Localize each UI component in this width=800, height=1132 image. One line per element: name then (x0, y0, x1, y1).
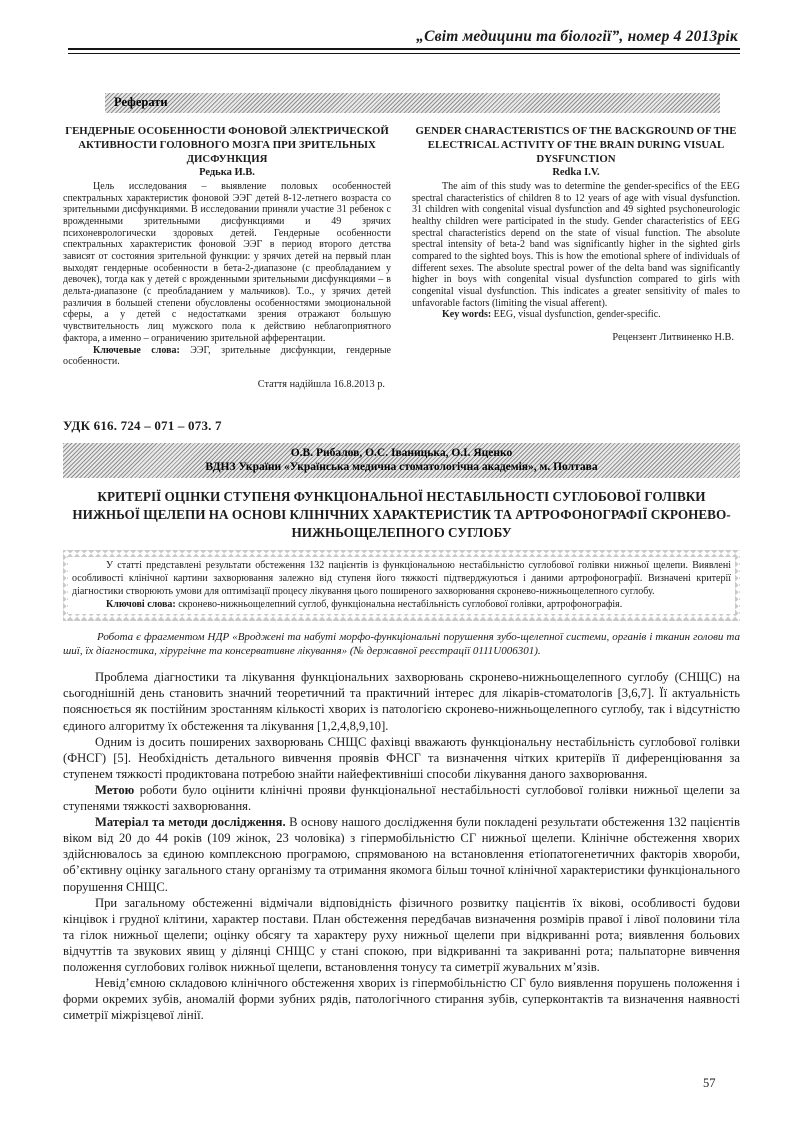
abstracts-columns (63, 124, 740, 391)
body-paragraph (63, 734, 740, 782)
paragraph-lead: Матеріал та методи дослідження. (95, 815, 286, 830)
page-header (63, 28, 740, 54)
header-rule-thin (68, 53, 740, 54)
referaty-section-bar (105, 93, 720, 113)
referaty-label: Реферати (114, 95, 168, 109)
abstract-ru-keywords (63, 345, 391, 368)
abstract-ru-body-text: Цель исследования – выявление половых особенностей спектральных характеристик фоновой ЭЭГ детей 8-12-летнего возраста со зрительными дисфункциями. В исследовании приняли участие 31 ребенок с врожденными зрительными дисфункциями и 49 зрячих психоневрологически здоровых детей. Гендерные особенности спектральных характеристик фоновой ЭЭГ в период второго детства зависят от состояния зрительной функции: у зрячих детей на первый план выходят гендерные особенности в бета-2-диапазоне (с преобладанием у девочек), тогда как у детей с врожденными зрительными дисфункциями – в дельта-диапазоне (с преобладанием у мальчиков). Т.о., у зрячих детей различия в большей степени обусловлены особенностями эмоциональной сферы, а у детей с недостатками зрения отражают большую чувствительность лиц мужского пола к действию неблагоприятного фактора, а именно – ограничению зрительной афферентации. (63, 180, 391, 344)
article-keywords (72, 598, 731, 611)
abstract-en-body (412, 181, 740, 310)
abstract-ru-body (63, 181, 391, 345)
body-paragraph (63, 814, 740, 895)
abstract-ru-title: ГЕНДЕРНЫЕ ОСОБЕННОСТИ ФОНОВОЙ ЭЛЕКТРИЧЕСКОЙ АКТИВНОСТИ ГОЛОВНОГО МОЗГА ПРИ ЗРИТЕЛЬНЫХ ДИСФУНКЦИЯ (65, 124, 389, 165)
abstract-ru-keywords-text: ЭЭГ, зрительные дисфункции, гендерные особенности. (63, 344, 391, 368)
paragraph-lead: Метою (95, 782, 135, 797)
body-paragraph (63, 975, 740, 1023)
page-number: 57 (703, 1076, 716, 1090)
article-title: КРИТЕРІЇ ОЦІНКИ СТУПЕНЯ ФУНКЦІОНАЛЬНОЇ НЕСТАБІЛЬНОСТІ СУГЛОБОВОЇ ГОЛІВКИ НИЖНЬОЇ ЩЕЛЕПИ НА ОСНОВІ КЛІНІЧНИХ ХАРАКТЕРИСТИК ТА АРТРОФОНОГРАФІЇ СКРОНЕВО-НИЖНЬОЩЕЛЕПНОГО СУГЛОБУ (72, 488, 731, 541)
body-paragraph (63, 782, 740, 814)
article-body (63, 669, 740, 1023)
article-abstract-text: У статті представлені результати обстеження 132 пацієнтів із функціональною нестабільністю суглобової голівки нижньої щелепи. Виявлені особливості клінічної картини захворювання залежно від ступеня його тяжкості підтверджуються і даними артрофонографії. Визначені критерії діагностики створюють умови для оптимізації процесу лікування цього поширеного захворювання скронево-нижньощелепного суглобу. (72, 559, 731, 597)
abstract-en (412, 124, 740, 391)
article-affiliation: ВДНЗ України «Українська медична стоматологічна академія», м. Полтава (205, 460, 598, 473)
abstract-ru-author: Редька И.В. (199, 166, 255, 178)
paragraph-text: Невід’ємною складовою клінічного обстеження хворих із гіпермобільністю СГ було виявлення порушень положення і форми окремих зубів, аномалій форми зубних рядів, патологічного стирання зубів, суперконтактів та визначення наявності симетрії міжрізцевої лінії. (63, 976, 740, 1023)
abstract-en-body-text: The aim of this study was to determine the gender-specifics of the EEG spectral characteristics of children 8 to 12 years of age with visual dysfunction. 31 children with congenital visual dysfunction and 49 sighted psychoneurologic healthy children were participated in the study. Gender characteristics of EEG spectral characteristics depend on the state of visual function. The absolute spectral intensity of beta-2 band was significantly higher in the sighted girls compared to the sighted boys. This is how the emotional sphere of individuals of different sexes. The absolute spectral power of the delta band was significantly higher in boys with congenital visual dysfunction compared to girls with congenital visual dysfunction. This indicates a greater sensitivity of males to unfavorable factors (limiting the visual afferent). (412, 180, 740, 309)
paragraph-text: При загальному обстеженні відмічали відповідність фізичного розвитку пацієнтів їх вікові, особливості будови кінцівок і грудної клітини, характер постави. План обстеження передбачав визначення розмірів правої і лівої половини тіла та гілок нижньої щелепи; оцінку обсягу та характеру руху нижньої щелепи при відкриванні рота; виявлення больових відчуттів та звукових явищ у ділянці СНЩС у стані спокою, при відкриванні та закриванні рота; пальпаторне вивчення положення суглобових голівок нижньої щелепи, встановлення тонусу та симетрії жувальних м’язів. (63, 895, 740, 975)
abstract-en-reviewer: Рецензент Литвиненко Н.В. (612, 332, 734, 344)
paragraph-text: В основу нашого дослідження були покладені результати обстеження 132 пацієнтів віком від 20 до 44 років (109 жінок, 23 чоловіка) з гіпермобільністю СГ нижньої щелепи. Клінічне обстеження хворих здійснювалось за єдиною комплексною програмою, спрямованою на встановлення етіопатогенетичних факторів хвороби, об’єктивну оцінку загального стану організму та отримання якомога більш точної клінічної характеристики функціонального порушення СНЩС. (63, 815, 740, 894)
abstract-en-keywords-label: Key words: (442, 309, 492, 321)
ndr-note: Робота є фрагментом НДР «Вроджені та набуті морфо-функціональні порушення зубо-щелепної системи, органів і тканин голови та шиї, їх діагностика, хірургічне та консервативне лікування» (№ державної реєстрації 0111U006301). (63, 630, 740, 657)
article-keywords-text: скронево-нижньощелепний суглоб, функціональна нестабільність суглобової голівки, артрофонографія. (175, 598, 623, 610)
body-paragraph (63, 669, 740, 733)
header-rule-thick (68, 48, 740, 50)
abstract-en-keywords-text: EEG, visual dysfunction, gender-specific. (491, 309, 661, 321)
journal-title: „Світ медицини та біології”, номер 4 2013рік (416, 28, 738, 45)
article-keywords-label: Ключові слова: (106, 598, 176, 610)
article-abstract-frame (63, 550, 740, 621)
abstract-en-title: GENDER CHARACTERISTICS OF THE BACKGROUND OF THE ELECTRICAL ACTIVITY OF THE BRAIN DURING VISUAL DYSFUNCTION (415, 124, 737, 165)
abstract-en-keywords (412, 309, 740, 321)
authors-band (63, 443, 740, 478)
abstract-en-author: Redka I.V. (552, 166, 600, 178)
abstract-ru (63, 124, 391, 391)
article-abstract (68, 557, 735, 614)
paragraph-text: роботи було оцінити клінічні прояви функціональної нестабільності суглобової голівки нижньої щелепи за ступенями тяжкості захворювання. (63, 782, 740, 814)
abstract-ru-keywords-label: Ключевые слова: (93, 344, 180, 356)
paragraph-text: Одним із досить поширених захворювань СНЩС фахівці вважають функціональну нестабільність суглобової голівки (ФНСГ) [5]. Необхідність детального вивчення проявів ФНСГ та визначення чітких критеріїв її диференціювання за ступенем тяжкості продиктована потребою знайти найефективніші способи лікування даного захворювання. (63, 734, 740, 781)
abstract-ru-received-date: Стаття надійшла 16.8.2013 р. (257, 378, 385, 390)
paragraph-text: Проблема діагностики та лікування функціональних захворювань скронево-нижньощелепного суглобу (СНЩС) на сьогоднішній день становить значний теоретичний та практичний інтерес для лікарів-стоматологів [3,6,7]. Її актуальність пояснюється як постійним зростанням кількості хворих із патологією скронево-нижньощелепного суглобу, так і відсутністю єдиного алгоритму їх обстеження та лікування [1,2,4,8,9,10]. (63, 670, 740, 733)
udc-number: УДК 616. 724 – 071 – 073. 7 (63, 417, 222, 433)
article-authors: О.В. Рибалов, О.С. Іваницька, О.І. Яценко (290, 446, 513, 459)
body-paragraph (63, 895, 740, 976)
